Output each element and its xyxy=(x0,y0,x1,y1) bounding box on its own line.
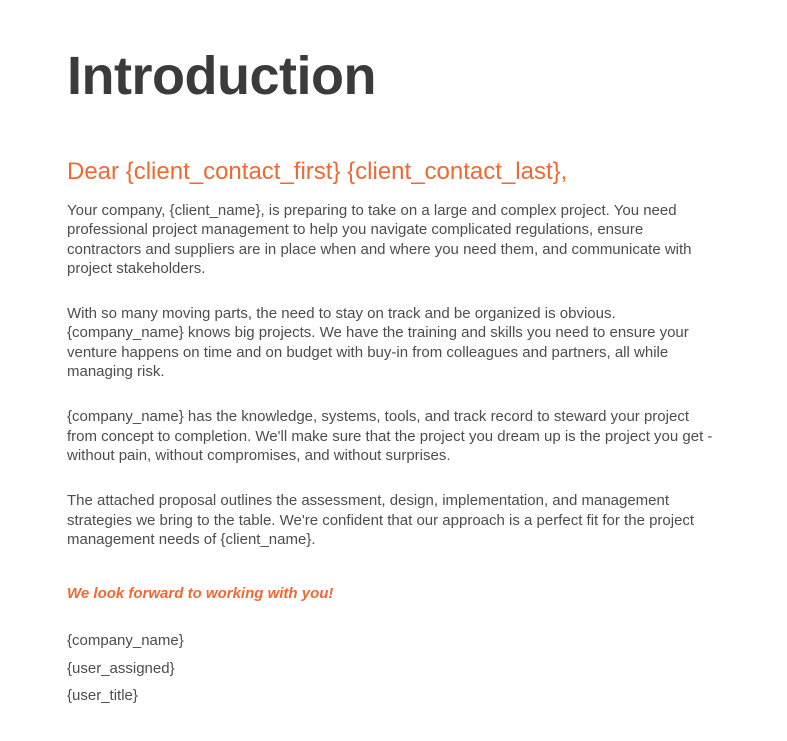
document-page xyxy=(0,44,787,741)
signature-user-title: {user_title} xyxy=(67,687,138,705)
page-title: Introduction xyxy=(67,46,376,106)
signature-company-name: {company_name} xyxy=(67,632,184,650)
body-paragraph-1: Your company, {client_name}, is preparing to take on a large and complex project. You need professional project management to help you navigate complicated regulations, ensure contractors and suppliers are in place when and where you need them, and communicate with project stakeholders. xyxy=(67,201,692,277)
body-paragraph-2: With so many moving parts, the need to stay on track and be organized is obvious. {company_name} knows big projects. We have the training and skills you need to ensure your venture happens on time and on budget with buy-in from colleagues and partners, all while managing risk. xyxy=(67,305,689,381)
closing-line: We look forward to working with you! xyxy=(67,585,334,603)
salutation-line: Dear {client_contact_first} {client_contact_last}, xyxy=(67,157,568,185)
body-paragraph-3: {company_name} has the knowledge, systems, tools, and track record to steward your project from concept to completion. We'll make sure that the project you dream up is the project you get - without pain, without compromises, and without surprises. xyxy=(67,408,713,464)
signature-user-assigned: {user_assigned} xyxy=(67,659,175,677)
body-paragraph-4: The attached proposal outlines the assessment, design, implementation, and management strategies we bring to the table. We're confident that our approach is a perfect fit for the project management needs of {client_name}. xyxy=(67,492,695,548)
